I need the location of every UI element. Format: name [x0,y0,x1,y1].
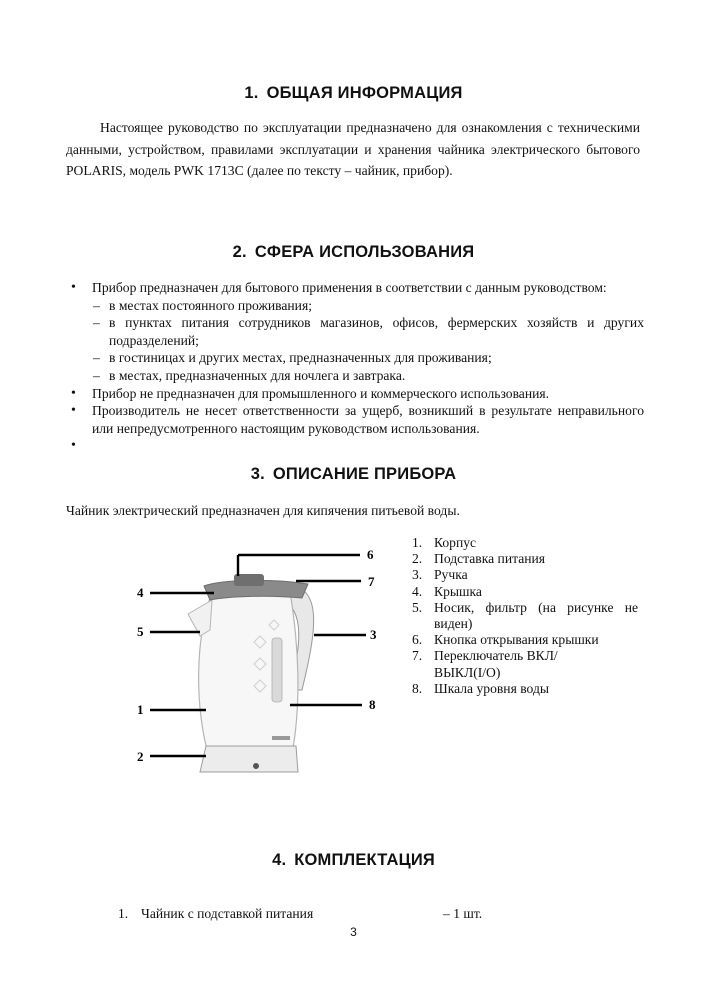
part-number: 2. [412,551,423,567]
section-1-title: ОБЩАЯ ИНФОРМАЦИЯ [266,84,463,102]
kettle-illustration [188,574,314,772]
part-number: 6. [412,632,423,648]
section-4-heading [0,851,707,870]
section-2-title: СФЕРА ИСПОЛЬЗОВАНИЯ [254,243,475,261]
part-item [412,632,638,648]
section-1-paragraph [66,117,640,182]
section-3-number: 3. [250,465,265,483]
kettle-body [199,592,298,754]
part-number: 5. [412,599,423,615]
part-item [412,600,638,632]
usage-dash-1: – в местах постоянного проживания; [66,297,644,315]
page-number: 3 [350,925,357,939]
callout-7: 7 [368,574,375,589]
section-2-number: 2. [232,243,247,261]
parts-list [412,535,638,697]
part-number: 1. [412,535,423,550]
usage-dash-2: – в пунктах питания сотрудников магазинов, офисов, фермерских хозяйств и других подразделений; [66,314,644,349]
callout-5: 5 [137,624,144,639]
section-3-heading [0,465,707,484]
part-number: 4. [412,583,423,599]
part-number: 7. [412,648,423,664]
part-item [412,535,638,551]
part-label: Крышка [434,583,482,599]
section-3-intro: Чайник электрический предназначен для кипячения питьевой воды. [66,503,460,518]
callout-6: 6 [367,547,374,562]
callout-1: 1 [137,702,144,717]
part-label: Ручка [434,567,468,583]
section-1-heading [0,84,707,103]
usage-dash-4: – в местах, предназначенных для ночлега и завтрака. [66,367,644,385]
usage-dash-3: – в гостиницах и других местах, предназначенных для проживания; [66,349,644,367]
kit-item-number: 1. [118,906,129,921]
part-label: Носик, фильтр (на рисунке не виден) [434,599,638,632]
usage-bullet-3: • Производитель не несет ответственности за ущерб, возникший в результате неправильного или непредусмотренного настоящим руководством использования. [66,402,644,437]
brand-plate [272,736,290,740]
water-level-window [272,638,282,702]
section-1-text: Настоящее руководство по эксплуатации предназначено для ознакомления с техническими данными, устройством, правилами эксплуатации и хранения чайника электрического бытового POLARIS, модель PWK 1713C (далее по тексту – чайник, прибор). [66,120,640,178]
part-label: Шкала уровня воды [434,680,549,696]
usage-bullet-1: • Прибор предназначен для бытового применения в соответствии с данным руководством: [66,279,644,297]
kettle-diagram [130,540,390,780]
part-number: 8. [412,680,423,696]
kettle-base [200,746,298,772]
part-number: 3. [412,567,423,583]
usage-list [66,279,644,455]
kit-item-label: Чайник с подставкой питания [141,906,314,921]
section-2-heading [0,243,707,262]
part-item [412,648,638,680]
kit-item-quantity: – 1 шт. [443,906,483,921]
part-label: Корпус [434,535,477,550]
callout-3: 3 [370,627,377,642]
section-4-number: 4. [272,851,287,869]
usage-bullet-2: • Прибор не предназначен для промышленного и коммерческого использования. [66,385,644,403]
callout-8: 8 [369,697,376,712]
part-label: Переключатель ВКЛ/ВЫКЛ(I/O) [434,648,558,680]
section-3-title: ОПИСАНИЕ ПРИБОРА [272,465,457,483]
part-item [412,681,638,697]
part-item [412,584,638,600]
callout-2: 2 [137,749,144,764]
callout-4: 4 [137,585,144,600]
base-connector [253,763,259,769]
part-item [412,567,638,583]
section-1-number: 1. [244,84,259,102]
kettle-spout [188,600,212,636]
usage-bullet-empty [66,437,644,455]
part-label: Кнопка открывания крышки [434,632,599,648]
part-item [412,551,638,567]
part-label: Подставка питания [434,551,546,567]
section-4-title: КОМПЛЕКТАЦИЯ [294,851,435,869]
